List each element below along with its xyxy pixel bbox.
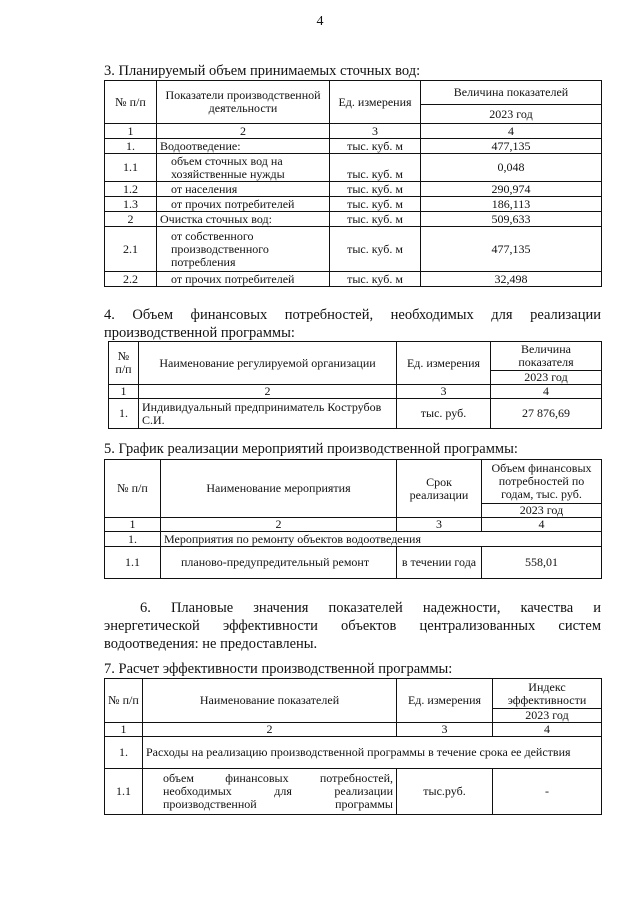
- col-number: 1: [105, 518, 161, 532]
- header-unit: Ед. измерения: [397, 679, 493, 723]
- col-number: 1: [105, 124, 157, 139]
- row-num: 1.: [109, 399, 139, 429]
- section-6-text: 6. Плановые значения показателей надежности, качества и энергетической эффективности объектов централизованных систем водоотведения: не предоставлены.: [104, 600, 601, 652]
- row-unit: тыс. куб. м: [330, 212, 421, 227]
- col-number: 4: [493, 723, 602, 737]
- row-num: 1.1: [105, 547, 161, 579]
- row-name: Очистка сточных вод:: [157, 212, 330, 227]
- section-7-title: 7. Расчет эффективности производственной программы:: [104, 661, 453, 677]
- col-number: 2: [143, 723, 397, 737]
- row-num: 1.: [105, 737, 143, 769]
- col-number: 3: [397, 518, 482, 532]
- table-row: [105, 212, 602, 227]
- row-unit: тыс. куб. м: [330, 227, 421, 272]
- table-row: [109, 399, 602, 429]
- row-name: Расходы на реализацию производственной программы в течение срока ее действия: [143, 737, 602, 769]
- row-num: 1.1: [105, 154, 157, 182]
- row-value: 27 876,69: [491, 399, 602, 429]
- header-num: № п/п: [105, 679, 143, 723]
- header-indicators: Показатели производственной деятельности: [157, 81, 330, 124]
- row-unit: тыс. куб. м: [330, 182, 421, 197]
- header-value: Величина показателей: [421, 81, 602, 105]
- header-unit: Ед. измерения: [330, 81, 421, 124]
- row-name: от населения: [157, 182, 330, 197]
- row-unit: тыс.руб.: [397, 769, 493, 815]
- row-num: 1.3: [105, 197, 157, 212]
- row-value: 32,498: [421, 272, 602, 287]
- row-num: 1.2: [105, 182, 157, 197]
- row-name: от прочих потребителей: [157, 272, 330, 287]
- col-number: 3: [330, 124, 421, 139]
- col-number: 4: [421, 124, 602, 139]
- col-number: 2: [161, 518, 397, 532]
- col-number: 1: [109, 385, 139, 399]
- col-number: 2: [157, 124, 330, 139]
- row-unit: тыс. куб. м: [330, 197, 421, 212]
- column-numbers-row: [105, 518, 602, 532]
- row-name: планово-предупредительный ремонт: [161, 547, 397, 579]
- table-row: [105, 139, 602, 154]
- header-year: 2023 год: [421, 105, 602, 124]
- row-org: Индивидуальный предприниматель Кострубов С.И.: [139, 399, 397, 429]
- header-value: Объем финансовых потребностей по годам, тыс. руб.: [482, 460, 602, 504]
- col-number: 3: [397, 385, 491, 399]
- row-num: 2.1: [105, 227, 157, 272]
- row-value: 290,974: [421, 182, 602, 197]
- row-value: 558,01: [482, 547, 602, 579]
- header-activity: Наименование мероприятия: [161, 460, 397, 518]
- header-period: Срок реализации: [397, 460, 482, 518]
- row-value: 0,048: [421, 154, 602, 182]
- row-name: Мероприятия по ремонту объектов водоотведения: [161, 532, 602, 547]
- financial-needs-table: [108, 341, 602, 429]
- row-unit: тыс. куб. м: [330, 139, 421, 154]
- page-number: 4: [316, 14, 324, 29]
- wastewater-volume-table: [104, 80, 602, 287]
- section-4-title: 4. Объем финансовых потребностей, необходимых для реализации производственной программы:: [104, 307, 601, 341]
- col-number: 4: [491, 385, 602, 399]
- row-unit: тыс. куб. м: [330, 272, 421, 287]
- header-num: № п/п: [105, 460, 161, 518]
- row-num: 1.1: [105, 769, 143, 815]
- column-numbers-row: [105, 124, 602, 139]
- table-row: [105, 227, 602, 272]
- row-name: объем финансовых потребностей, необходимых для реализации производственной программы: [143, 769, 397, 815]
- group-row: [105, 737, 602, 769]
- table-row: [105, 769, 602, 815]
- row-name: от собственного производственного потребления: [157, 227, 330, 272]
- row-num: 2.2: [105, 272, 157, 287]
- row-num: 2: [105, 212, 157, 227]
- efficiency-table: [104, 678, 602, 815]
- section-5-title: 5. График реализации мероприятий производственной программы:: [104, 441, 518, 457]
- col-number: 1: [105, 723, 143, 737]
- col-number: 4: [482, 518, 602, 532]
- header-org: Наименование регулируемой организации: [139, 342, 397, 385]
- header-year: 2023 год: [493, 709, 602, 723]
- row-name: объем сточных вод на хозяйственные нужды: [157, 154, 330, 182]
- section-3-title: 3. Планируемый объем принимаемых сточных вод:: [104, 63, 421, 79]
- table-row: [105, 182, 602, 197]
- row-unit: тыс. руб.: [397, 399, 491, 429]
- column-numbers-row: [109, 385, 602, 399]
- table-row: [105, 272, 602, 287]
- table-row: [105, 547, 602, 579]
- row-period: в течении года: [397, 547, 482, 579]
- header-index: Индекс эффективности: [493, 679, 602, 709]
- row-unit: тыс. куб. м: [330, 154, 421, 182]
- column-numbers-row: [105, 723, 602, 737]
- header-num: № п/п: [109, 342, 139, 385]
- header-year: 2023 год: [482, 504, 602, 518]
- row-name: от прочих потребителей: [157, 197, 330, 212]
- row-num: 1.: [105, 139, 157, 154]
- header-value: Величина показателя: [491, 342, 602, 371]
- row-num: 1.: [105, 532, 161, 547]
- schedule-table: [104, 459, 602, 579]
- col-number: 3: [397, 723, 493, 737]
- row-value: 186,113: [421, 197, 602, 212]
- row-value: 477,135: [421, 139, 602, 154]
- table-row: [105, 197, 602, 212]
- row-value: 509,633: [421, 212, 602, 227]
- header-year: 2023 год: [491, 371, 602, 385]
- table-row: [105, 154, 602, 182]
- col-number: 2: [139, 385, 397, 399]
- group-row: [105, 532, 602, 547]
- header-indicator: Наименование показателей: [143, 679, 397, 723]
- header-num: № п/п: [105, 81, 157, 124]
- header-unit: Ед. измерения: [397, 342, 491, 385]
- row-value: -: [493, 769, 602, 815]
- row-name: Водоотведение:: [157, 139, 330, 154]
- row-value: 477,135: [421, 227, 602, 272]
